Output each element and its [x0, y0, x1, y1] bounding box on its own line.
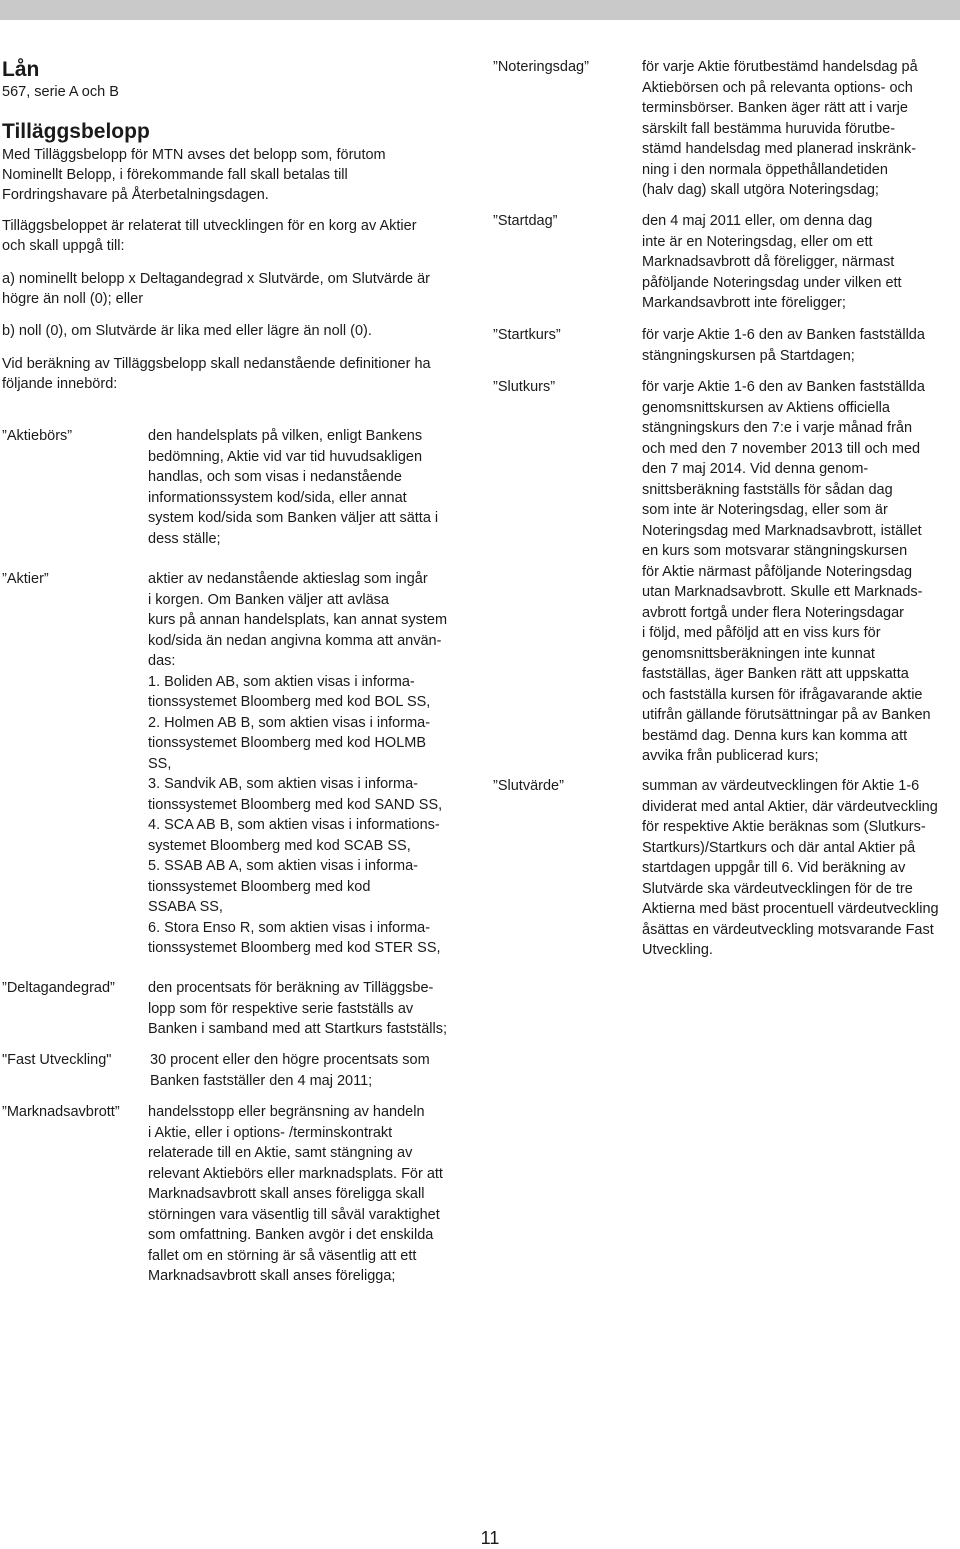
top-bar [0, 0, 960, 20]
term-slutvarde: ”Slutvärde” [493, 778, 564, 794]
term-startkurs: ”Startkurs” [493, 327, 561, 343]
term-deltagandegrad: ”Deltagandegrad” [2, 980, 115, 996]
term-fast-utveckling: "Fast Utveckling" [2, 1052, 112, 1068]
page-title: Lån [2, 58, 40, 81]
term-aktier: ”Aktier” [2, 571, 49, 587]
definition-startkurs: för varje Aktie 1-6 den av Banken fastställda stängningskursen på Startdagen; [642, 327, 925, 364]
definition-marknadsavbrott: handelsstopp eller begränsning av handeln i Aktie, eller i options- /terminskontrakt relaterade till en Aktie, samt stängning av relevant Aktiebörs eller marknadsplats. För att Marknadsavbrott skall anses föreligga skall störningen vara väsentlig till såväl varaktighet som omfattning. Banken avgör i det enskilda fallet om en störning är så väsentlig att ett Marknadsavbrott skall anses föreligga; [148, 1104, 443, 1284]
page-number: 11 [480, 1528, 500, 1548]
definition-deltagandegrad: den procentsats för beräkning av Tilläggsbe- lopp som för respektive serie fastställs av Banken i samband med att Startkurs fastställs; [148, 980, 447, 1037]
term-noteringsdag: ”Noteringsdag” [493, 59, 589, 75]
term-slutkurs: ”Slutkurs” [493, 379, 556, 395]
definition-aktier: aktier av nedanstående aktieslag som ingår i korgen. Om Banken väljer att avläsa kurs på annan handelsplats, kan annat system kod/sida än nedan angivna komma att använ- das: 1. Boliden AB, som aktien visas i informa- tionssystemet Bloomberg med kod BOL SS, 2. Holmen AB B, som aktien visas i informa- tionssystemet Bloomberg med kod HOLMB SS, 3. Sandvik AB, som aktien visas i informa- tionssystemet Bloomberg med kod SAND SS, 4. SCA AB B, som aktien visas i informations- systemet Bloomberg med kod SCAB SS, 5. SSAB AB A, som aktien visas i informa- tionssystemet Bloomberg med kod SSABA SS, 6. Stora Enso R, som aktien visas i informa- tionssystemet Bloomberg med kod STER SS, [148, 571, 448, 956]
series-label: 567, serie A och B [2, 84, 119, 100]
case-b-paragraph: b) noll (0), om Slutvärde är lika med eller lägre än noll (0). [2, 323, 372, 339]
definition-slutkurs: för varje Aktie 1-6 den av Banken fastställda genomsnittskursen av Aktiens officiella stängningskurs den 7:e i varje månad från och med den 7 november 2013 till och med den 7 maj 2014. Vid denna genom- snittsberäkning fastställs för sådan dag som inte är Noteringsdag, eller som är Noteringsdag med Marknadsavbrott, istället en kurs som motsvarar stängningskursen för Aktie närmast påföljande Noteringsdag utan Marknadsavbrott. Skulle ett Marknads- avbrott fortgå under flera Noteringsdagar i följd, med påföljd att en viss kurs för genomsnittsberäkningen inte kunnat fastställas, äger Banken rätt att uppskatta och fastställa kursen för ifrågavarande aktie utifrån gällande förutsättningar på av Banken bestämd dag. Denna kurs kan komma att avvika från publicerad kurs; [642, 379, 931, 764]
definition-aktiebors: den handelsplats på vilken, enligt Bankens bedömning, Aktie vid var tid huvudsakligen handlas, och som visas i nedanstående informationssystem kod/sida, eller annat system kod/sida som Banken väljer att sätta i dess ställe; [148, 428, 439, 547]
term-startdag: ”Startdag” [493, 213, 558, 229]
case-a-paragraph: a) nominellt belopp x Deltagandegrad x Slutvärde, om Slutvärde är högre än noll (0); eller [2, 271, 430, 307]
definition-slutvarde: summan av värdeutvecklingen för Aktie 1-6 dividerat med antal Aktier, där värdeutveckling för respektive Aktie beräknas som (Slutkurs- Startkurs)/Startkurs och där antal Aktier på startdagen uppgår till 6. Vid beräkning av Slutvärde ska värdeutvecklingen för de tre Aktierna med bäst procentuell värdeutveckling åsättas en värdeutveckling motsvarande Fast Utveckling. [642, 778, 939, 958]
term-aktiebors: ”Aktiebörs” [2, 428, 73, 444]
section-title: Tilläggsbelopp [2, 120, 150, 143]
definition-fast-utveckling: 30 procent eller den högre procentsats som Banken fastställer den 4 maj 2011; [150, 1052, 430, 1089]
definition-noteringsdag: för varje Aktie förutbestämd handelsdag på Aktiebörsen och på relevanta options- och terminsbörser. Banken äger rätt att i varje särskilt fall bestämma huruvida förutbe- stämd handelsdag med planerad inskränk- ning i den normala öppethållandetiden (halv dag) skall utgöra Noteringsdag; [642, 59, 918, 198]
definition-startdag: den 4 maj 2011 eller, om denna dag inte är en Noteringsdag, eller om ett Marknadsavbrott då föreligger, närmast påföljande Noteringsdag under vilken ett Markandsavbrott inte föreligger; [642, 213, 902, 311]
relation-paragraph: Tilläggsbeloppet är relaterat till utvecklingen för en korg av Aktier och skall uppgå till: [2, 218, 417, 254]
term-marknadsavbrott: ”Marknadsavbrott” [2, 1104, 120, 1120]
intro-paragraph: Med Tilläggsbelopp för MTN avses det belopp som, förutom Nominellt Belopp, i förekommande fall skall betalas till Fordringshavare på Återbetalningsdagen. [2, 147, 386, 203]
definitions-intro: Vid beräkning av Tilläggsbelopp skall nedanstående definitioner ha följande innebörd: [2, 356, 431, 392]
